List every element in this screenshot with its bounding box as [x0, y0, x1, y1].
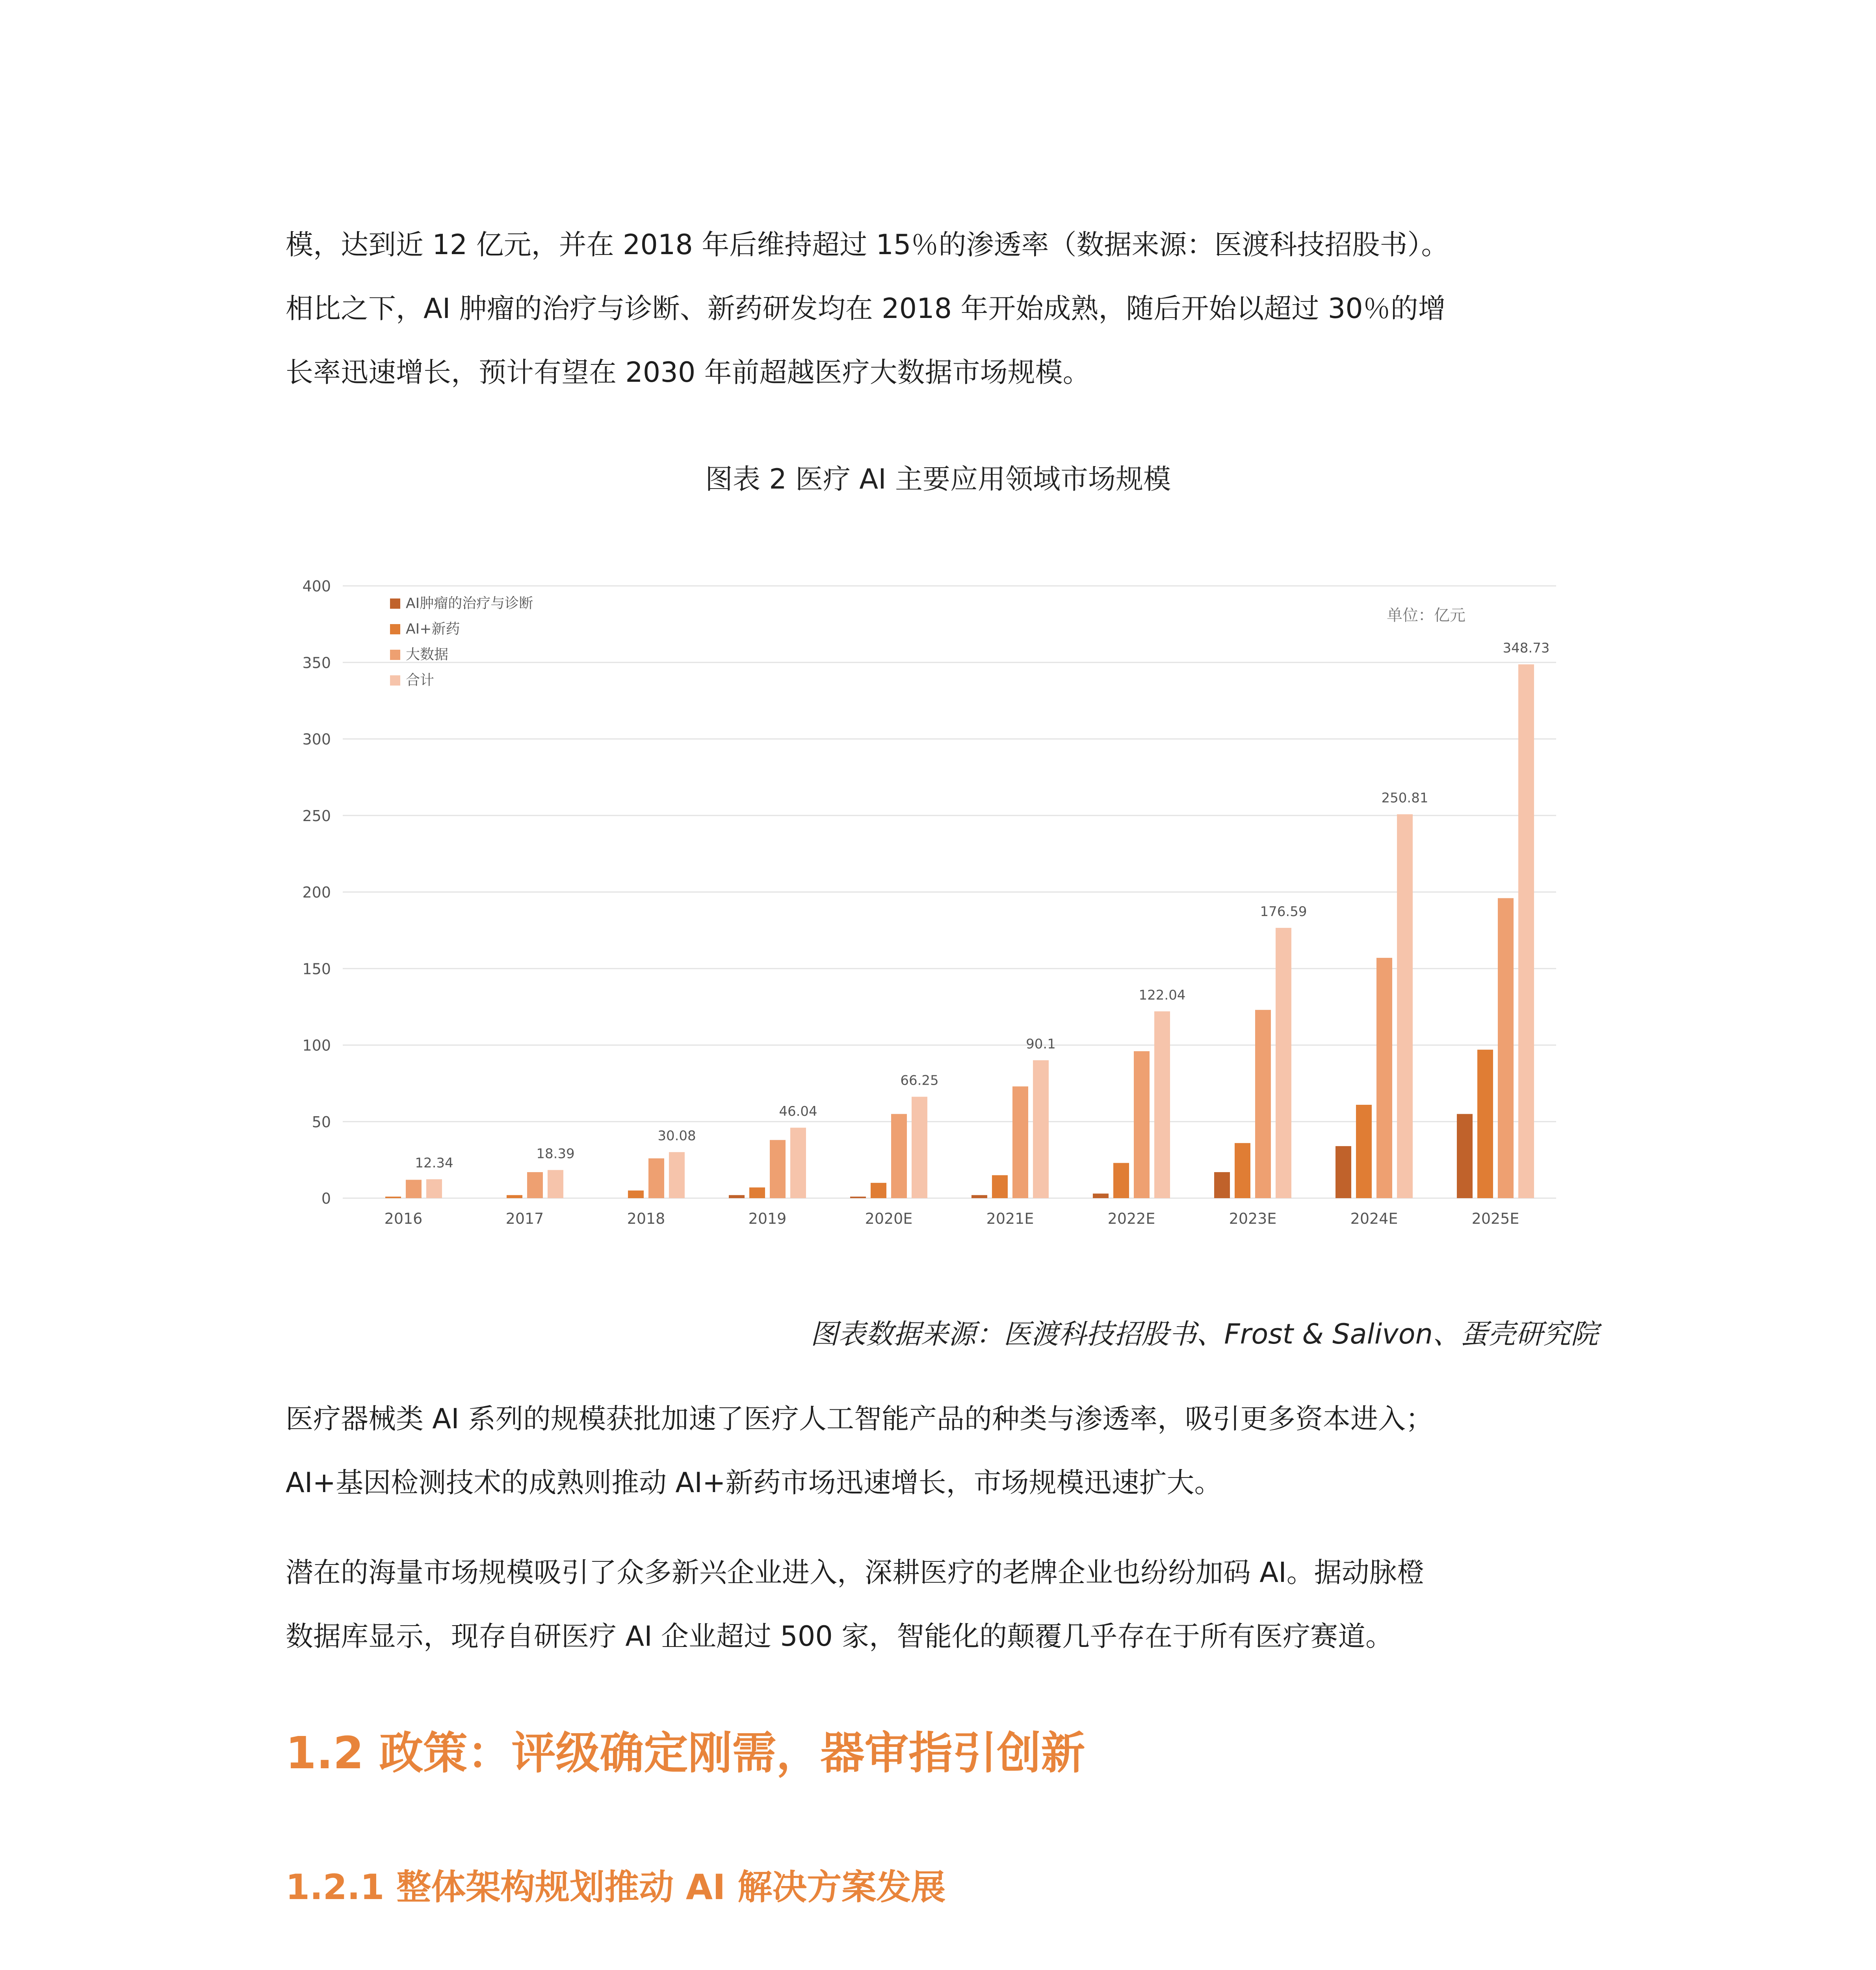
bar	[1457, 1114, 1473, 1198]
data-label: 18.39	[536, 1146, 575, 1162]
y-tick-label: 150	[302, 960, 331, 978]
legend-swatch	[390, 650, 400, 660]
bar	[1255, 1010, 1271, 1198]
bar	[790, 1128, 806, 1198]
y-tick-label: 350	[302, 654, 331, 672]
section-heading: 1.2 政策：评级确定刚需，器审指引创新	[286, 1728, 1085, 1779]
y-tick-label: 100	[302, 1037, 331, 1054]
bar	[1113, 1163, 1129, 1198]
chart-title: 图表 2 医疗 AI 主要应用领域市场规模	[705, 463, 1171, 495]
bar	[507, 1195, 522, 1198]
x-tick-label: 2024E	[1350, 1210, 1398, 1227]
bar	[527, 1172, 543, 1198]
data-label: 348.73	[1503, 640, 1550, 656]
bar	[992, 1175, 1008, 1198]
bar	[1235, 1143, 1250, 1198]
text-line: 相比之下，AI 肿瘤的治疗与诊断、新药研发均在 2018 年开始成熟，随后开始以超过 30％的增	[286, 292, 1446, 325]
bar	[1093, 1193, 1109, 1198]
text-line: 医疗器械类 AI 系列的规模获批加速了医疗人工智能产品的种类与渗透率，吸引更多资本进入；	[286, 1403, 1434, 1435]
bar	[770, 1140, 786, 1198]
data-label: 12.34	[415, 1155, 453, 1171]
x-tick-label: 2022E	[1107, 1210, 1155, 1227]
y-tick-label: 200	[302, 884, 331, 901]
bar	[648, 1158, 664, 1198]
data-label: 176.59	[1260, 903, 1307, 920]
x-tick-label: 2021E	[986, 1210, 1034, 1227]
data-label: 46.04	[779, 1104, 817, 1120]
bar	[385, 1197, 401, 1198]
y-tick-label: 300	[302, 730, 331, 748]
bar	[1214, 1172, 1230, 1198]
x-tick-label: 2016	[384, 1210, 423, 1227]
legend-swatch	[390, 624, 400, 634]
bar	[850, 1197, 866, 1198]
legend-swatch	[390, 598, 400, 609]
data-label: 30.08	[658, 1128, 696, 1144]
bar	[1012, 1086, 1028, 1198]
x-tick-label: 2025E	[1471, 1210, 1519, 1227]
data-label: 66.25	[900, 1072, 939, 1089]
bar	[971, 1195, 987, 1198]
bar	[1518, 664, 1534, 1198]
bar	[1276, 928, 1291, 1198]
bar	[1477, 1050, 1493, 1198]
bar	[891, 1114, 907, 1198]
bar	[912, 1097, 927, 1198]
text-line: AI+基因检测技术的成熟则推动 AI+新药市场迅速增长，市场规模迅速扩大。	[286, 1466, 1222, 1499]
y-tick-label: 250	[302, 807, 331, 825]
bar	[1134, 1051, 1150, 1198]
legend-label: AI+新药	[406, 621, 460, 637]
legend-label: AI肿瘤的治疗与诊断	[406, 595, 533, 611]
bar	[729, 1195, 745, 1198]
paragraph	[286, 1541, 1597, 1668]
bar	[1356, 1105, 1372, 1198]
unit-label: 单位：亿元	[1387, 606, 1466, 624]
bar	[426, 1179, 442, 1198]
y-tick-label: 50	[312, 1113, 331, 1131]
chart-source: 图表数据来源：医渡科技招股书、Frost & Salivon、蛋壳研究院	[810, 1318, 1598, 1350]
bar	[406, 1180, 422, 1198]
x-tick-label: 2019	[748, 1210, 787, 1227]
data-label: 90.1	[1026, 1036, 1056, 1052]
legend-label: 大数据	[406, 647, 449, 663]
bar	[1397, 814, 1413, 1198]
bar	[871, 1183, 886, 1198]
text-line: 长率迅速增长，预计有望在 2030 年前超越医疗大数据市场规模。	[286, 356, 1090, 388]
data-label: 250.81	[1381, 790, 1428, 806]
bar	[1033, 1060, 1049, 1198]
y-tick-label: 0	[321, 1190, 331, 1207]
x-tick-label: 2018	[627, 1210, 665, 1227]
bar	[548, 1170, 563, 1198]
x-tick-label: 2017	[505, 1210, 544, 1227]
x-tick-label: 2020E	[865, 1210, 913, 1227]
bar	[1376, 958, 1392, 1198]
bar	[628, 1191, 644, 1198]
legend-label: 合计	[406, 672, 435, 688]
data-label: 122.04	[1139, 987, 1186, 1003]
x-tick-label: 2023E	[1229, 1210, 1277, 1227]
legend-swatch	[390, 675, 400, 686]
bar	[1335, 1146, 1351, 1198]
paragraph	[286, 1387, 1597, 1515]
subsection-heading: 1.2.1 整体架构规划推动 AI 解决方案发展	[286, 1867, 946, 1907]
bar	[749, 1188, 765, 1198]
bar	[1154, 1011, 1170, 1198]
text-line: 潜在的海量市场规模吸引了众多新兴企业进入，深耕医疗的老牌企业也纷纷加码 AI。据动脉橙	[286, 1556, 1425, 1589]
text-line: 模，达到近 12 亿元，并在 2018 年后维持超过 15％的渗透率（数据来源：医渡科技招股书）。	[286, 229, 1449, 261]
bar	[1498, 898, 1514, 1198]
bar	[669, 1152, 685, 1198]
text-line: 数据库显示，现存自研医疗 AI 企业超过 500 家，智能化的颠覆几乎存在于所有医疗赛道。	[286, 1620, 1393, 1652]
y-tick-label: 400	[302, 578, 331, 595]
